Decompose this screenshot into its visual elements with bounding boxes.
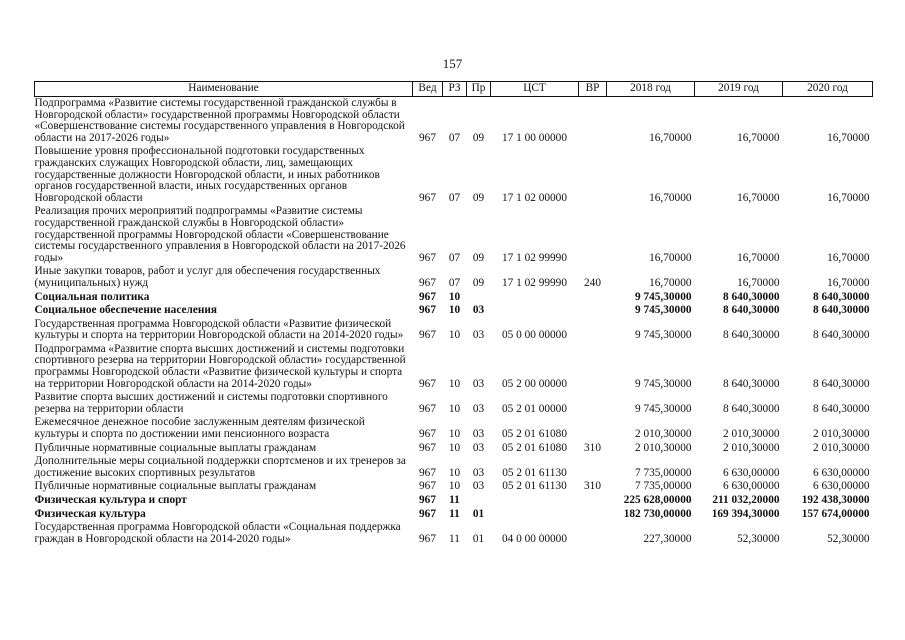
cell-name: Социальное обеспечение населения	[34, 304, 217, 317]
table-row	[35, 455, 873, 480]
cell-2020: 16,70000	[827, 251, 870, 264]
cell-vr	[579, 508, 607, 522]
cell-cst	[491, 304, 579, 318]
cell-vr	[579, 291, 607, 305]
cell-2019: 8 640,30000	[723, 329, 780, 342]
table-row	[35, 291, 873, 305]
cell-vr	[579, 494, 607, 508]
cell-pr: 03	[472, 441, 485, 454]
cell-2020: 16,70000	[827, 131, 870, 144]
header-pr: Пр	[467, 82, 491, 97]
cell-vr	[579, 391, 607, 416]
cell-cst: 05 0 00 00000	[502, 329, 567, 342]
cell-ved: 967	[419, 329, 436, 342]
cell-2020: 16,70000	[827, 191, 870, 204]
cell-rz: 10	[448, 377, 461, 390]
cell-name: Реализация прочих мероприятий подпрограммы «Развитие системы государственной гражданской службы в Новгородской области» государственной программы Новгородской области «Совершенствование системы государственного управления в Новгородской области на 2017-2026 годы»	[34, 205, 406, 264]
cell-name: Публичные нормативные социальные выплаты гражданам	[34, 441, 317, 454]
header-cst: ЦСТ	[491, 82, 579, 97]
cell-pr: 03	[472, 304, 485, 317]
cell-2019: 6 630,00000	[723, 466, 780, 479]
cell-pr: 03	[472, 466, 485, 479]
cell-ved: 967	[419, 191, 436, 204]
cell-ved: 967	[419, 402, 436, 415]
cell-rz: 10	[448, 329, 461, 342]
cell-vr	[579, 205, 607, 265]
cell-cst: 04 0 00 00000	[502, 532, 567, 545]
cell-2019: 8 640,30000	[723, 290, 780, 303]
header-2019: 2019 год	[695, 82, 783, 97]
table-row	[35, 304, 873, 318]
cell-vr	[579, 521, 607, 546]
cell-name: Социальная политика	[34, 290, 150, 303]
cell-name: Государственная программа Новгородской области «Развитие физической культуры и спорта на территории Новгородской области на 2014-2020 годы»	[34, 317, 404, 342]
cell-rz: 10	[448, 290, 461, 303]
cell-vr	[579, 318, 607, 343]
cell-pr	[467, 291, 491, 305]
table-row	[35, 416, 873, 441]
cell-2019: 169 394,30000	[711, 507, 780, 520]
cell-2019: 8 640,30000	[723, 402, 780, 415]
cell-cst: 17 1 02 99990	[502, 251, 567, 264]
cell-2018: 16,70000	[649, 276, 692, 289]
cell-vr: 310	[584, 441, 601, 454]
cell-name: Иные закупки товаров, работ и услуг для обеспечения государственных (муниципальных) нужд	[34, 265, 381, 289]
cell-2020: 8 640,30000	[813, 304, 870, 317]
cell-2019: 52,30000	[737, 532, 780, 545]
cell-vr: 310	[584, 480, 601, 493]
cell-name: Физическая культура	[34, 507, 146, 520]
cell-2018: 9 745,30000	[635, 290, 692, 303]
cell-vr	[579, 343, 607, 391]
cell-ved: 967	[419, 290, 436, 303]
cell-2018: 9 745,30000	[635, 402, 692, 415]
table-row	[35, 265, 873, 290]
cell-2019: 16,70000	[737, 191, 780, 204]
cell-pr: 09	[472, 251, 485, 264]
cell-2019: 211 032,20000	[712, 494, 780, 506]
cell-ved: 967	[419, 507, 436, 520]
header-ved: Вед	[413, 82, 443, 97]
cell-2019: 2 010,30000	[723, 441, 780, 454]
header-name: Наименование	[35, 82, 413, 97]
cell-ved: 967	[419, 480, 436, 493]
cell-cst: 05 2 01 61130	[502, 480, 567, 493]
cell-rz: 10	[448, 402, 461, 415]
cell-2018: 225 628,00000	[623, 494, 692, 506]
cell-ved: 967	[419, 428, 436, 441]
cell-ved: 967	[419, 494, 436, 506]
cell-2018: 9 745,30000	[635, 329, 692, 342]
cell-rz: 07	[448, 131, 461, 144]
cell-name: Ежемесячное денежное пособие заслуженным деятелям физической культуры и спорта по достижении ими пенсионного возраста	[34, 416, 365, 441]
cell-ved: 967	[419, 441, 436, 454]
cell-2018: 16,70000	[649, 251, 692, 264]
cell-vr	[579, 97, 607, 146]
cell-2018: 7 735,00000	[635, 480, 692, 493]
table-row	[35, 343, 873, 391]
table-row	[35, 442, 873, 456]
cell-2019: 6 630,00000	[723, 480, 780, 493]
cell-cst	[491, 508, 579, 522]
cell-2018: 7 735,00000	[635, 466, 692, 479]
cell-cst: 05 2 01 61080	[502, 441, 567, 454]
cell-2020: 8 640,30000	[813, 377, 870, 390]
cell-rz: 07	[448, 191, 461, 204]
cell-ved: 967	[419, 131, 436, 144]
cell-name: Дополнительные меры социальной поддержки спортсменов и их тренеров за достижение высоких спортивных результатов	[34, 455, 406, 479]
cell-vr	[579, 455, 607, 480]
cell-cst: 17 1 00 00000	[502, 131, 567, 144]
cell-rz: 10	[448, 428, 461, 441]
cell-cst	[491, 494, 579, 508]
cell-rz: 11	[449, 532, 460, 545]
cell-name: Повышение уровня профессиональной подготовки государственных гражданских служащих Новгородской области, лиц, замещающих государственные должности Новгородской области, и иных работников органов государственной власти, иных государственных органов Новгородской области	[34, 145, 380, 204]
cell-rz: 10	[448, 304, 461, 317]
cell-2018: 9 745,30000	[635, 304, 692, 317]
cell-2020: 16,70000	[827, 276, 870, 289]
cell-ved: 967	[419, 532, 436, 545]
cell-rz: 07	[448, 251, 461, 264]
cell-2020: 8 640,30000	[813, 329, 870, 342]
table-row	[35, 97, 873, 146]
cell-cst: 05 2 01 00000	[502, 402, 567, 415]
cell-ved: 967	[419, 276, 436, 289]
cell-2018: 2 010,30000	[635, 428, 692, 441]
page-number: 157	[442, 56, 463, 71]
cell-vr	[579, 304, 607, 318]
table-row	[35, 480, 873, 494]
cell-pr: 03	[472, 428, 485, 441]
cell-name: Подпрограмма «Развитие спорта высших достижений и системы подготовки спортивного резерва на территории Новгородской области» государственной программы Новгородской области «Развитие физической культуры и спорта на территории Новгородской области на 2014-2020 годы»	[34, 342, 406, 390]
cell-2018: 227,30000	[643, 532, 692, 545]
cell-rz: 10	[448, 480, 461, 493]
cell-ved: 967	[419, 466, 436, 479]
cell-rz: 10	[448, 441, 461, 454]
cell-2018: 2 010,30000	[635, 441, 692, 454]
cell-2020: 2 010,30000	[813, 441, 870, 454]
cell-pr: 01	[472, 507, 485, 520]
cell-2020: 2 010,30000	[813, 428, 870, 441]
cell-ved: 967	[419, 304, 436, 317]
cell-name: Подпрограмма «Развитие системы государственной гражданской службы в Новгородской области» государственной программы Новгородской области «Совершенствование системы государственного управления в Новгородской области на 2017-2026 годы»	[34, 97, 405, 144]
cell-rz: 07	[448, 276, 461, 289]
cell-rz: 11	[449, 494, 460, 506]
table-row	[35, 205, 873, 265]
budget-table	[34, 81, 873, 546]
table-row	[35, 391, 873, 416]
cell-cst: 05 2 01 61130	[502, 466, 567, 479]
table-row	[35, 521, 873, 546]
cell-2020: 192 438,30000	[801, 494, 870, 506]
cell-rz: 11	[449, 507, 460, 520]
table-header-row	[35, 82, 873, 97]
cell-vr: 240	[584, 276, 601, 289]
cell-name: Государственная программа Новгородской области «Социальная поддержка граждан в Новгородской области на 2014-2020 годы»	[34, 521, 401, 545]
cell-pr	[467, 494, 491, 508]
cell-2020: 157 674,00000	[801, 507, 870, 520]
cell-pr: 01	[472, 532, 485, 545]
cell-2020: 6 630,00000	[813, 480, 870, 493]
cell-vr	[579, 145, 607, 205]
cell-pr: 09	[472, 276, 485, 289]
cell-2019: 16,70000	[737, 131, 780, 144]
cell-2020: 6 630,00000	[813, 466, 870, 479]
cell-2019: 2 010,30000	[723, 428, 780, 441]
table-row	[35, 494, 873, 508]
cell-2018: 16,70000	[649, 131, 692, 144]
cell-vr	[579, 416, 607, 441]
cell-ved: 967	[419, 377, 436, 390]
cell-cst	[491, 291, 579, 305]
cell-pr: 03	[472, 329, 485, 342]
cell-rz: 10	[448, 466, 461, 479]
cell-pr: 03	[472, 480, 485, 493]
cell-2018: 16,70000	[649, 191, 692, 204]
cell-name: Физическая культура и спорт	[34, 494, 187, 506]
cell-2018: 182 730,00000	[623, 507, 692, 520]
cell-2020: 52,30000	[827, 532, 870, 545]
header-rz: РЗ	[443, 82, 467, 97]
cell-pr: 03	[472, 402, 485, 415]
header-2020: 2020 год	[783, 82, 873, 97]
cell-pr: 09	[472, 131, 485, 144]
cell-2020: 8 640,30000	[813, 402, 870, 415]
header-2018: 2018 год	[607, 82, 695, 97]
table-row	[35, 318, 873, 343]
cell-2018: 9 745,30000	[635, 377, 692, 390]
cell-cst: 17 1 02 00000	[502, 191, 567, 204]
cell-2020: 8 640,30000	[813, 290, 870, 303]
cell-name: Развитие спорта высших достижений и системы подготовки спортивного резерва на территории области	[34, 391, 388, 415]
cell-pr: 03	[472, 377, 485, 390]
table-row	[35, 508, 873, 522]
cell-cst: 17 1 02 99990	[502, 276, 567, 289]
cell-2019: 8 640,30000	[723, 377, 780, 390]
table-row	[35, 145, 873, 205]
cell-name: Публичные нормативные социальные выплаты гражданам	[34, 480, 317, 493]
cell-ved: 967	[419, 251, 436, 264]
cell-cst: 05 2 00 00000	[502, 377, 567, 390]
cell-cst: 05 2 01 61080	[502, 428, 567, 441]
cell-2019: 16,70000	[737, 276, 780, 289]
header-vr: ВР	[579, 82, 607, 97]
cell-2019: 8 640,30000	[723, 304, 780, 317]
cell-pr: 09	[472, 191, 485, 204]
cell-2019: 16,70000	[737, 251, 780, 264]
